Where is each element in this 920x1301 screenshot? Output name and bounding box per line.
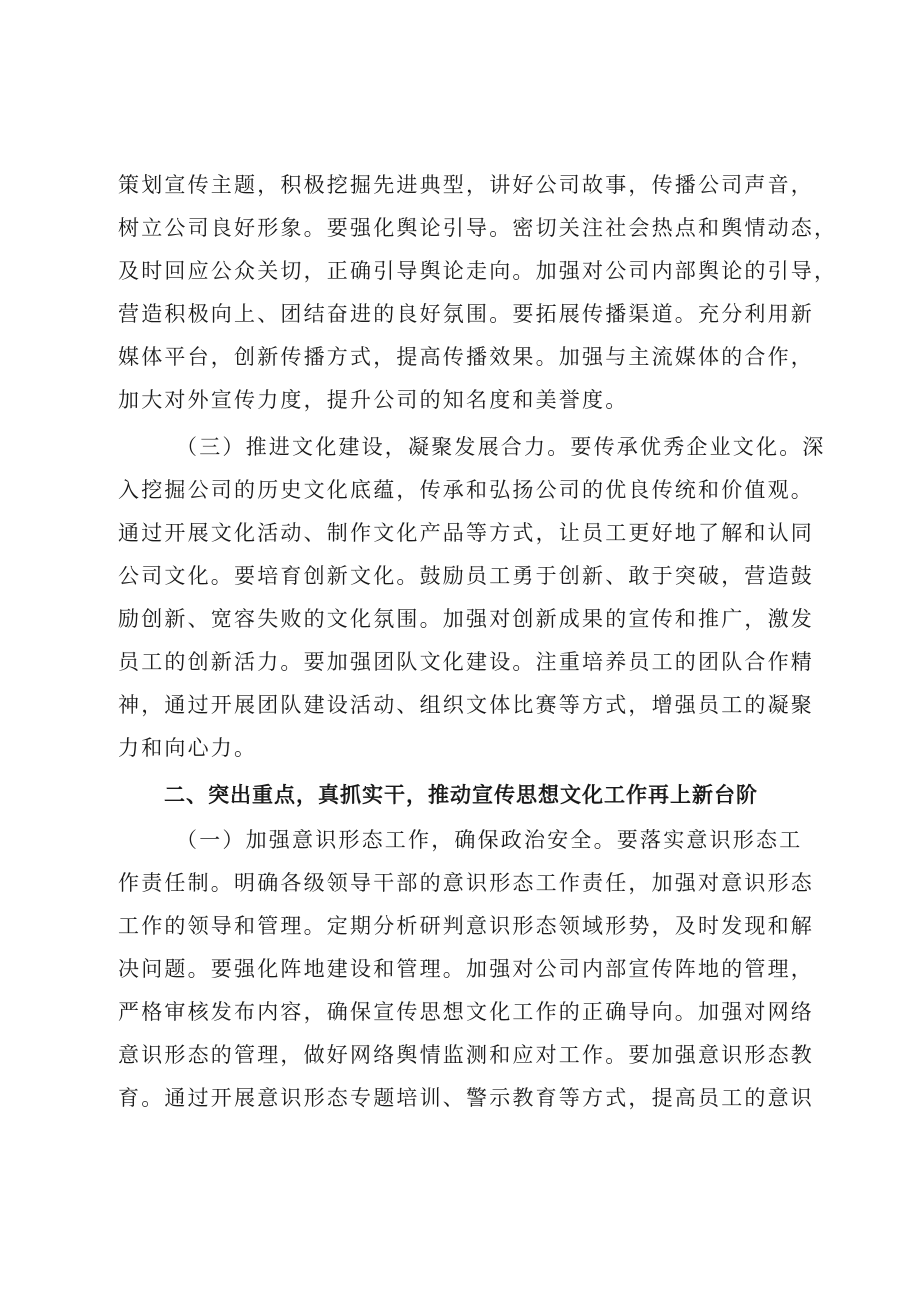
- body-text-line: 通过开展文化活动、制作文化产品等方式，让员工更好地了解和认同: [118, 521, 814, 545]
- body-text-line: 决问题。要强化阵地建设和管理。加强对公司内部宣传阵地的管理，: [118, 957, 814, 981]
- body-text-line: 工作的领导和管理。定期分析研判意识形态领域形势，及时发现和解: [118, 914, 814, 938]
- body-text-line: 及时回应公众关切，正确引导舆论走向。加强对公司内部舆论的引导，: [118, 259, 838, 283]
- body-text-line: 媒体平台，创新传播方式，提高传播效果。加强与主流媒体的合作，: [118, 345, 814, 369]
- body-text-line: 育。通过开展意识形态专题培训、警示教育等方式，提高员工的意识: [118, 1086, 814, 1110]
- body-text-line: 力和向心力。: [118, 736, 258, 760]
- body-text-line: 意识形态的管理，做好网络舆情监测和应对工作。要加强意识形态教: [118, 1043, 814, 1067]
- body-text-line: 加大对外宣传力度，提升公司的知名度和美誉度。: [118, 388, 629, 412]
- body-text-line: 树立公司良好形象。要强化舆论引导。密切关注社会热点和舆情动态，: [118, 216, 838, 240]
- body-text-line: 作责任制。明确各级领导干部的意识形态工作责任，加强对意识形态: [118, 871, 814, 895]
- paragraph-first-line: （一）加强意识形态工作，确保政治安全。要落实意识形态工: [176, 828, 803, 852]
- body-text-line: 策划宣传主题，积极挖掘先进典型，讲好公司故事，传播公司声音，: [118, 173, 814, 197]
- body-text-line: 励创新、宽容失败的文化氛围。加强对创新成果的宣传和推广，激发: [118, 607, 814, 631]
- body-text-line: 营造积极向上、团结奋进的良好氛围。要拓展传播渠道。充分利用新: [118, 302, 814, 326]
- paragraph-first-line: （三）推进文化建设，凝聚发展合力。要传承优秀企业文化。深: [176, 435, 826, 459]
- body-text-line: 公司文化。要培育创新文化。鼓励员工勇于创新、敢于突破，营造鼓: [118, 564, 814, 588]
- section-heading: 二、突出重点，真抓实干，推动宣传思想文化工作再上新台阶: [164, 783, 758, 807]
- body-text-line: 神，通过开展团队建设活动、组织文体比赛等方式，增强员工的凝聚: [118, 693, 814, 717]
- body-text-line: 员工的创新活力。要加强团队文化建设。注重培养员工的团队合作精: [118, 650, 814, 674]
- body-text-line: 严格审核发布内容，确保宣传思想文化工作的正确导向。加强对网络: [118, 1000, 814, 1024]
- body-text-line: 入挖掘公司的历史文化底蕴，传承和弘扬公司的优良传统和价值观。: [118, 478, 814, 502]
